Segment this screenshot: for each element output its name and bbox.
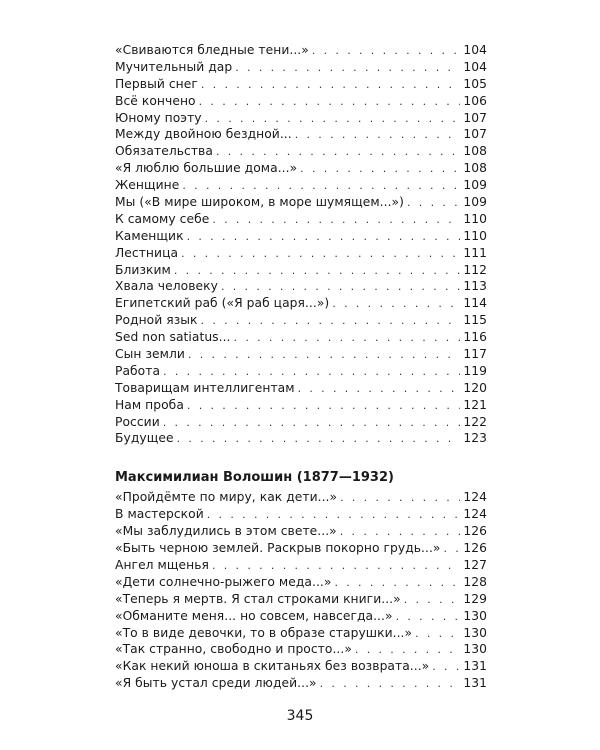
toc-entry-page: 124 <box>463 490 487 505</box>
dot-leader <box>181 246 460 263</box>
dot-leader <box>334 575 460 592</box>
dot-leader <box>212 558 460 575</box>
toc-entry-page: 128 <box>463 574 487 589</box>
toc-entry-title: Сын земли <box>115 347 185 362</box>
toc-entry <box>115 414 487 431</box>
toc-entry-title: России <box>115 414 160 429</box>
toc-entry-page: 120 <box>463 380 487 395</box>
dot-leader <box>432 659 460 676</box>
toc-entry-page: 131 <box>463 676 487 691</box>
dot-leader <box>235 60 460 77</box>
toc-entry <box>115 641 487 658</box>
toc-entry-title: Будущее <box>115 431 174 446</box>
toc-entry-page: 116 <box>463 330 487 345</box>
toc-entry <box>115 608 487 625</box>
toc-entry-page: 129 <box>463 591 487 606</box>
dot-leader <box>177 431 461 448</box>
toc-entry <box>115 346 487 363</box>
toc-entry <box>115 262 487 279</box>
toc-entry <box>115 540 487 557</box>
dot-leader <box>174 263 461 280</box>
toc-entry-page: 112 <box>463 262 487 277</box>
toc-entry-title: Ангел мщенья <box>115 557 209 572</box>
toc-entry-title: «Я быть устал среди людей...» <box>115 676 317 691</box>
toc-entry <box>115 211 487 228</box>
toc-entry-page: 113 <box>463 279 487 294</box>
toc-entry <box>115 363 487 380</box>
dot-leader <box>205 111 461 128</box>
toc-entry-title: Женщине <box>115 178 180 193</box>
toc-entry <box>115 523 487 540</box>
toc-list-section-1 <box>115 42 487 447</box>
toc-list-section-2 <box>115 489 487 692</box>
toc-entry-page: 108 <box>463 161 487 176</box>
toc-entry-page: 130 <box>463 625 487 640</box>
toc-entry-page: 126 <box>463 541 487 556</box>
toc-entry <box>115 177 487 194</box>
dot-leader <box>320 676 461 693</box>
toc-entry-title: Между двойною бездной... <box>115 127 292 142</box>
dot-leader <box>332 296 460 313</box>
toc-entry-page: 109 <box>463 178 487 193</box>
toc-entry <box>115 59 487 76</box>
dot-leader <box>407 195 460 212</box>
toc-entry <box>115 506 487 523</box>
toc-entry-title: Первый снег <box>115 76 198 91</box>
toc-entry-page: 121 <box>463 397 487 412</box>
page-number: 345 <box>286 708 314 724</box>
toc-entry <box>115 489 487 506</box>
toc-entry <box>115 76 487 93</box>
toc-entry <box>115 160 487 177</box>
toc-entry-page: 108 <box>463 144 487 159</box>
dot-leader <box>300 161 460 178</box>
toc-entry <box>115 625 487 642</box>
toc-entry-title: Лестница <box>115 245 179 260</box>
toc-entry-page: 127 <box>463 557 487 572</box>
toc-entry <box>115 675 487 692</box>
toc-entry-title: Каменщик <box>115 228 184 243</box>
toc-entry-page: 117 <box>463 347 487 362</box>
toc-entry-page: 106 <box>463 93 487 108</box>
toc-entry-title: «Обманите меня... но совсем, навсегда...» <box>115 608 393 623</box>
toc-entry-page: 130 <box>463 608 487 623</box>
dot-leader <box>298 381 461 398</box>
toc-entry-page: 107 <box>463 127 487 142</box>
toc-entry <box>115 295 487 312</box>
dot-leader <box>355 642 460 659</box>
dot-leader <box>234 330 461 347</box>
toc-entry <box>115 397 487 414</box>
toc-entry-page: 114 <box>463 296 487 311</box>
dot-leader <box>163 364 460 381</box>
toc-entry <box>115 658 487 675</box>
toc-entry-page: 109 <box>463 195 487 210</box>
dot-leader <box>312 43 461 60</box>
toc-entry-page: 110 <box>463 228 487 243</box>
toc-entry-title: «То в виде девочки, то в образе старушки...» <box>115 625 413 640</box>
toc-entry-title: «Пройдёмте по миру, как дети...» <box>115 490 338 505</box>
toc-entry <box>115 228 487 245</box>
toc-entry-title: «Дети солнечно-рыжего меда...» <box>115 574 332 589</box>
toc-entry-title: «Мы заблудились в этом свете...» <box>115 524 337 539</box>
dot-leader <box>201 77 461 94</box>
toc-entry-title: «Как некий юноша в скитаньях без возврата...» <box>115 659 430 674</box>
toc-entry <box>115 312 487 329</box>
dot-leader <box>340 490 460 507</box>
dot-leader <box>187 229 461 246</box>
toc-entry <box>115 591 487 608</box>
toc-entry-title: Родной язык <box>115 313 198 328</box>
dot-leader <box>404 592 461 609</box>
toc-entry <box>115 430 487 447</box>
toc-entry <box>115 278 487 295</box>
dot-leader <box>188 347 460 364</box>
toc-entry <box>115 194 487 211</box>
toc-entry-title: Работа <box>115 363 161 378</box>
toc-entry-page: 126 <box>463 524 487 539</box>
toc-entry-title: Юному поэту <box>115 110 202 125</box>
toc-entry-title: «Я люблю большие дома...» <box>115 161 298 176</box>
toc-entry-title: Обязательства <box>115 144 213 159</box>
toc-entry-page: 105 <box>463 76 487 91</box>
toc-entry <box>115 126 487 143</box>
toc-entry <box>115 380 487 397</box>
toc-entry <box>115 557 487 574</box>
toc-entry <box>115 110 487 127</box>
toc-entry-title: Мучительный дар <box>115 59 233 74</box>
toc-entry <box>115 42 487 59</box>
toc-entry-title: В мастерской <box>115 507 204 522</box>
dot-leader <box>221 279 460 296</box>
toc-entry-title: Нам проба <box>115 397 184 412</box>
toc-page <box>115 42 487 692</box>
toc-entry-page: 123 <box>463 431 487 446</box>
toc-entry-page: 130 <box>463 642 487 657</box>
toc-entry-page: 131 <box>463 659 487 674</box>
toc-entry-page: 104 <box>463 59 487 74</box>
dot-leader <box>199 94 461 111</box>
dot-leader <box>201 313 461 330</box>
toc-entry <box>115 143 487 160</box>
toc-entry-title: Близким <box>115 262 171 277</box>
toc-entry <box>115 245 487 262</box>
toc-entry <box>115 329 487 346</box>
toc-entry-title: Мы («В мире широком, в море шумящем...») <box>115 195 404 210</box>
dot-leader <box>207 507 461 524</box>
dot-leader <box>212 212 460 229</box>
toc-entry-title: «Теперь я мертв. Я стал строками книги...» <box>115 591 401 606</box>
dot-leader <box>216 144 460 161</box>
toc-entry-page: 110 <box>463 211 487 226</box>
toc-entry-page: 122 <box>463 414 487 429</box>
toc-entry <box>115 93 487 110</box>
toc-entry-page: 107 <box>463 110 487 125</box>
dot-leader <box>163 415 461 432</box>
toc-entry-page: 111 <box>463 245 487 260</box>
dot-leader <box>340 524 461 541</box>
dot-leader <box>182 178 460 195</box>
dot-leader <box>295 127 461 144</box>
dot-leader <box>396 609 461 626</box>
dot-leader <box>187 398 460 415</box>
toc-entry <box>115 574 487 591</box>
dot-leader <box>444 541 461 558</box>
toc-entry-title: Хвала человеку <box>115 279 218 294</box>
toc-entry-title: Всё кончено <box>115 93 196 108</box>
dot-leader <box>415 626 460 643</box>
toc-entry-title: «Свиваются бледные тени...» <box>115 43 309 57</box>
toc-entry-title: «Быть черною землей. Раскрыв покорно грудь...» <box>115 541 441 556</box>
toc-entry-page: 119 <box>463 363 487 378</box>
section-heading: Максимилиан Волошин (1877—1932) <box>115 470 394 486</box>
toc-entry-title: Египетский раб («Я раб царя...») <box>115 296 330 311</box>
toc-entry-title: К самому себе <box>115 211 210 226</box>
toc-entry-title: Товарищам интеллигентам <box>115 380 295 395</box>
toc-entry-page: 124 <box>463 507 487 522</box>
toc-entry-title: Sed non satiatus... <box>115 330 231 345</box>
toc-entry-page: 104 <box>463 43 487 57</box>
toc-entry-page: 115 <box>463 313 487 328</box>
toc-entry-title: «Так странно, свободно и просто...» <box>115 642 352 657</box>
